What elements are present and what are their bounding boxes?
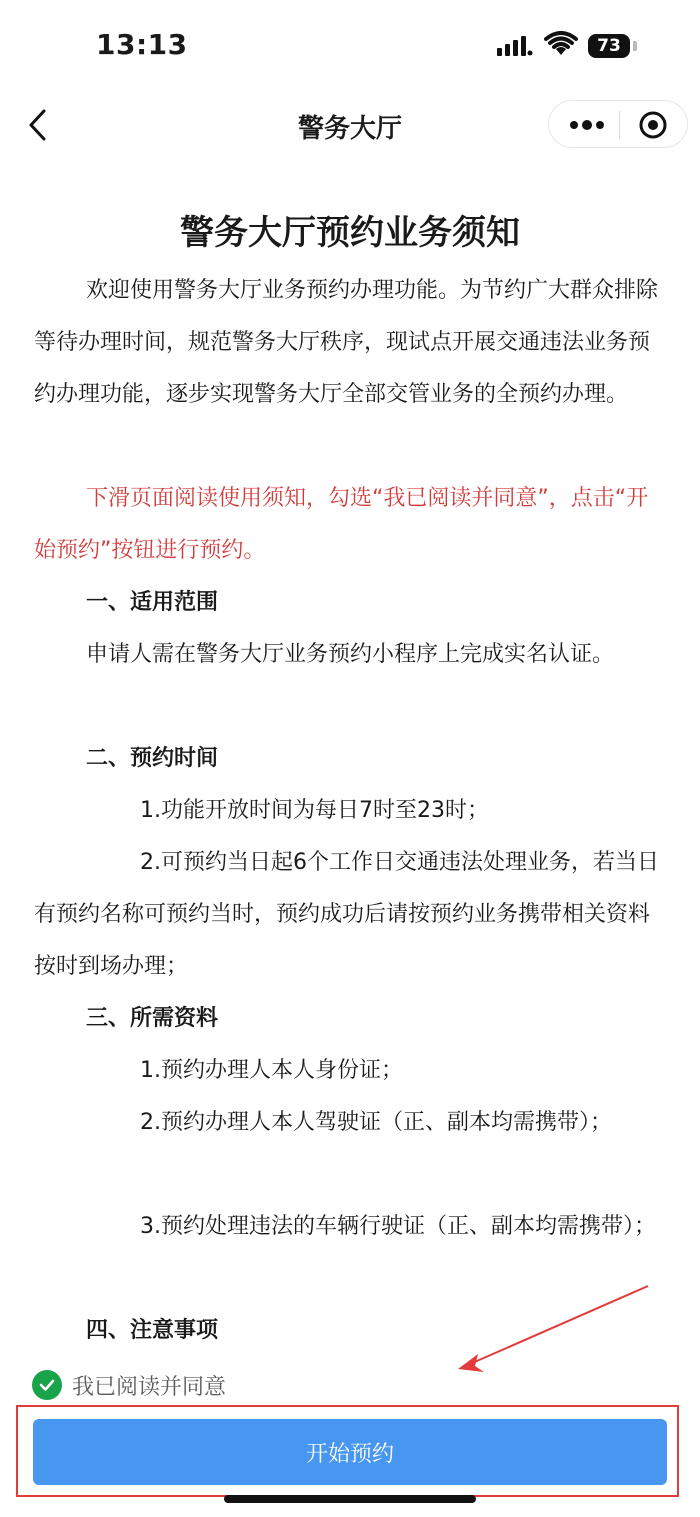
section-heading-scope: 一、适用范围 bbox=[86, 590, 219, 615]
mini-program-capsule bbox=[548, 100, 688, 148]
notice-paragraph: 下滑页面阅读使用须知，勾选“我已阅读并同意”，点击“开始预约”按钮进行预约。 bbox=[34, 486, 649, 563]
check-icon[interactable] bbox=[32, 1370, 62, 1400]
section-heading-time: 二、预约时间 bbox=[86, 746, 219, 771]
signal-icon bbox=[497, 34, 533, 56]
section-heading-materials: 三、所需资料 bbox=[86, 1006, 219, 1031]
capsule-divider bbox=[619, 111, 620, 139]
intro-paragraph: 欢迎使用警务大厅业务预约办理功能。为节约广大群众排除等待办理时间，规范警务大厅秩序，现试点开展交通违法业务预约办理功能，逐步实现警务大厅全部交管业务的全预约办理。 bbox=[34, 278, 659, 407]
status-bar bbox=[0, 0, 700, 90]
wifi-icon bbox=[544, 31, 578, 57]
nav-bar bbox=[0, 90, 700, 160]
materials-item-3: 3.预约处理违法的车辆行驶证（正、副本均需携带）； bbox=[140, 1214, 656, 1239]
scope-paragraph: 申请人需在警务大厅业务预约小程序上完成实名认证。 bbox=[86, 642, 615, 667]
status-time: 13:13 bbox=[96, 28, 188, 61]
nav-title: 警务大厅 bbox=[297, 114, 402, 144]
notice-content[interactable] bbox=[0, 160, 700, 1340]
start-booking-button[interactable]: 开始预约 bbox=[33, 1419, 667, 1485]
agree-checkbox-row[interactable] bbox=[32, 1368, 226, 1402]
battery-nub bbox=[633, 41, 637, 51]
time-item-1: 1.功能开放时间为每日7时至23时； bbox=[140, 798, 489, 823]
battery-icon: 73 bbox=[588, 34, 630, 58]
materials-item-1: 1.预约办理人本人身份证； bbox=[140, 1058, 403, 1083]
more-icon[interactable] bbox=[567, 115, 607, 135]
materials-item-2: 2.预约办理人本人驾驶证（正、副本均需携带）； bbox=[140, 1110, 612, 1135]
agree-label: 我已阅读并同意 bbox=[72, 1374, 227, 1400]
section-heading-notes: 四、注意事项 bbox=[86, 1318, 219, 1340]
time-item-2: 2.可预约当日起6个工作日交通违法处理业务，若当日有预约名称可预约当时，预约成功后请按预约业务携带相关资料按时到场办理； bbox=[34, 850, 659, 979]
bottom-panel bbox=[0, 1340, 700, 1517]
home-indicator bbox=[224, 1495, 476, 1503]
close-target-icon[interactable] bbox=[639, 111, 667, 139]
page-title: 警务大厅预约业务须知 bbox=[180, 213, 520, 253]
